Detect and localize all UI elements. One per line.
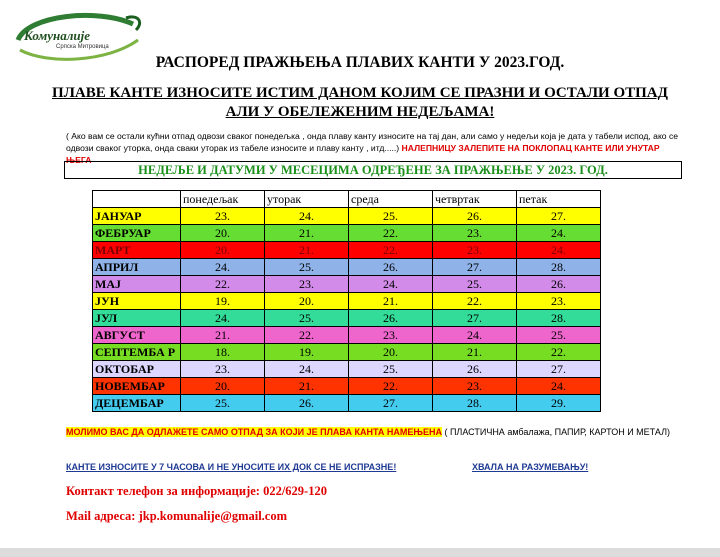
table-row [93,344,601,361]
table-row [93,225,601,242]
bottom-bar [0,548,720,557]
date-cell: 25. [181,395,265,412]
date-cell: 19. [265,344,349,361]
month-cell: ЈУН [93,293,181,310]
date-cell: 21. [433,344,517,361]
note-text: ( Ако вам се остали кућни отпад одвози сваког понедељка , онда плаву канту износите на тај дан, али само у недељи која је дата у табели испод, ако се одвози сваког уторка, онда сваки уторак из табеле износите и плаву канту , итд.....) [66,131,679,153]
table-row [93,242,601,259]
date-cell: 26. [265,395,349,412]
table-row [93,361,601,378]
date-cell: 25. [265,259,349,276]
footer-notice-left: КАНТЕ ИЗНОСИТЕ У 7 ЧАСОВА И НЕ УНОСИТЕ ИХ ДОК СЕ НЕ ИСПРАЗНЕ! [66,462,397,472]
date-cell: 22. [265,327,349,344]
date-cell: 26. [349,310,433,327]
date-cell: 21. [181,327,265,344]
table-row [93,395,601,412]
month-cell: СЕПТЕМБА Р [93,344,181,361]
month-cell: АПРИЛ [93,259,181,276]
date-cell: 19. [181,293,265,310]
date-cell: 27. [433,310,517,327]
page-title: РАСПОРЕД ПРАЖЊЕЊА ПЛАВИХ КАНТИ У 2023.ГОД. [155,54,565,71]
note-red-text: НАЛЕПНИЦУ ЗАЛЕПИТЕ НА ПОКЛОПАЦ КАНТЕ ИЛИ УНУТАР ЊЕГА [66,143,660,165]
date-cell: 20. [181,242,265,259]
table-header-row [93,191,601,208]
header-cell [93,191,181,208]
date-cell: 24. [181,259,265,276]
month-cell: АВГУСТ [93,327,181,344]
date-cell: 21. [265,225,349,242]
date-cell: 24. [517,242,601,259]
date-cell: 26. [349,259,433,276]
table-row [93,259,601,276]
date-cell: 21. [265,378,349,395]
date-cell: 25. [265,310,349,327]
date-cell: 22. [181,276,265,293]
table-row [93,293,601,310]
schedule-table [92,190,601,412]
table-row [93,276,601,293]
date-cell: 24. [433,327,517,344]
date-cell: 22. [349,242,433,259]
month-cell: ЈУЛ [93,310,181,327]
month-cell: ДЕЦЕМБАР [93,395,181,412]
logo-subtitle: Српска Митровица [56,44,109,50]
table-row [93,327,601,344]
date-cell: 20. [349,344,433,361]
date-cell: 20. [265,293,349,310]
header-cell: петак [517,191,601,208]
date-cell: 22. [349,225,433,242]
subtitle-line-1: ПЛАВЕ КАНТЕ ИЗНОСИТЕ ИСТИМ ДАНОМ КОЈИМ СЕ ПРАЗНИ И ОСТАЛИ ОТПАД [52,85,668,101]
date-cell: 18. [181,344,265,361]
month-cell: МАЈ [93,276,181,293]
logo-name: Комуналије [24,28,91,43]
date-cell: 24. [517,225,601,242]
month-cell: ОКТОБАР [93,361,181,378]
date-cell: 28. [433,395,517,412]
date-cell: 23. [517,293,601,310]
date-cell: 26. [433,208,517,225]
date-cell: 21. [349,293,433,310]
header-cell: среда [349,191,433,208]
date-cell: 24. [181,310,265,327]
date-cell: 27. [433,259,517,276]
date-cell: 20. [181,378,265,395]
date-cell: 23. [433,242,517,259]
date-cell: 24. [265,208,349,225]
footer-materials: ( ПЛАСТИЧНА амбалажа, ПАПИР, КАРТОН И МЕТАЛ) [441,427,670,437]
contact-email: Mail адреса: jkp.komunalije@gmail.com [66,509,288,523]
month-cell: НОВЕМБАР [93,378,181,395]
date-cell: 23. [181,361,265,378]
date-cell: 27. [349,395,433,412]
table-row [93,378,601,395]
month-cell: ФЕБРУАР [93,225,181,242]
date-cell: 28. [517,259,601,276]
date-cell: 23. [265,276,349,293]
date-cell: 28. [517,310,601,327]
footer-notice-right: ХВАЛА НА РАЗУМЕВАЊУ! [472,462,589,472]
date-cell: 20. [181,225,265,242]
header-cell: четвртак [433,191,517,208]
date-cell: 26. [517,276,601,293]
month-cell: МАРТ [93,242,181,259]
date-cell: 23. [433,378,517,395]
table-row [93,208,601,225]
date-cell: 27. [517,361,601,378]
date-cell: 25. [517,327,601,344]
date-cell: 25. [349,361,433,378]
date-cell: 24. [517,378,601,395]
date-cell: 25. [349,208,433,225]
date-cell: 22. [517,344,601,361]
date-cell: 23. [349,327,433,344]
subtitle [0,84,720,122]
subtitle-line-2: АЛИ У ОБЕЛЕЖЕНИМ НЕДЕЉАМА! [225,104,495,120]
date-cell: 25. [433,276,517,293]
contact-phone: Контакт телефон за информације: 022/629-120 [66,484,327,498]
header-cell: уторак [265,191,349,208]
date-cell: 26. [433,361,517,378]
date-cell: 21. [265,242,349,259]
date-cell: 22. [349,378,433,395]
date-cell: 27. [517,208,601,225]
footer-request [66,425,686,439]
footer-highlight: МОЛИМО ВАС ДА ОДЛАЖЕТЕ САМО ОТПАД ЗА КОЈИ ЈЕ ПЛАВА КАНТА НАМЕЊЕНА [66,427,442,437]
date-cell: 24. [349,276,433,293]
table-row [93,310,601,327]
month-cell: ЈАНУАР [93,208,181,225]
header-cell: понедељак [181,191,265,208]
date-cell: 22. [433,293,517,310]
date-cell: 23. [433,225,517,242]
table-heading-box: НЕДЕЉЕ И ДАТУМИ У МЕСЕЦИМА ОДРЕЂЕНЕ ЗА ПРАЖЊЕЊЕ У 2023. ГОД. [64,161,682,179]
date-cell: 29. [517,395,601,412]
date-cell: 23. [181,208,265,225]
date-cell: 24. [265,361,349,378]
